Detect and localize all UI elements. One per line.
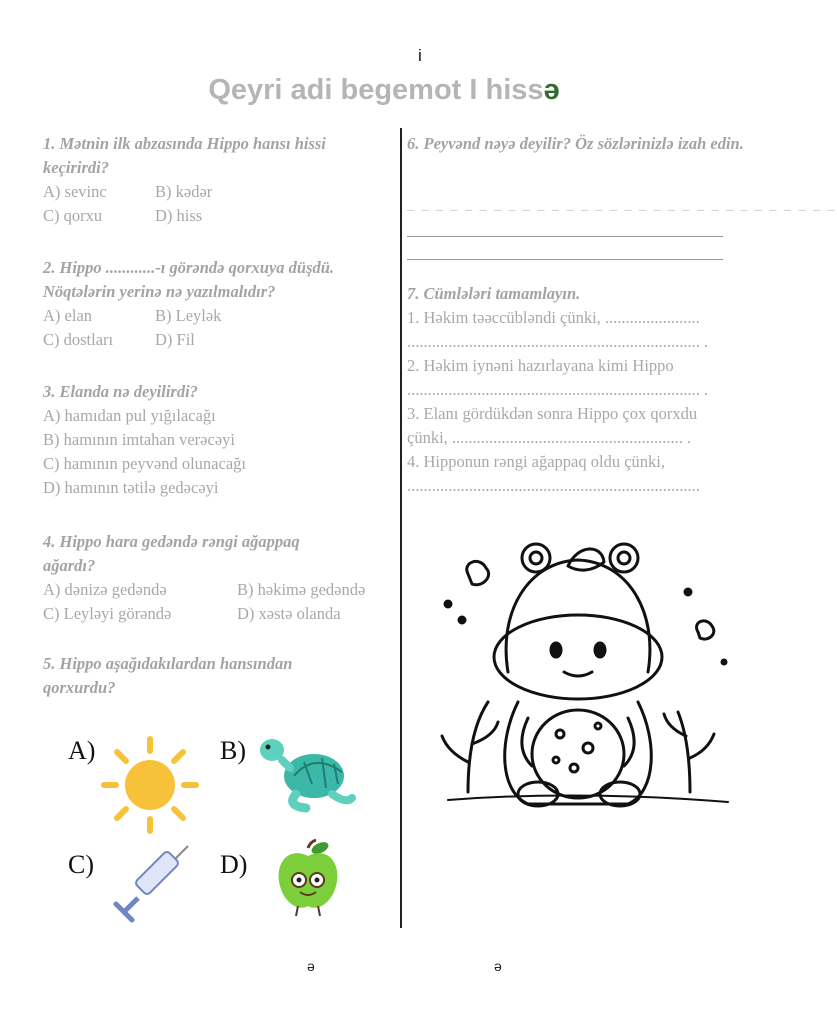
q4-option-d[interactable]: D) xəstə olanda [237,604,341,623]
question-2 [43,256,393,352]
q3-option-c[interactable]: C) hamının peyvənd olunacağı [43,454,246,473]
question-3 [43,380,393,500]
q7-line-8[interactable]: ....................................................................... [407,476,700,495]
q7-line-2[interactable]: ....................................................................... . [407,332,709,351]
q5-label-a[interactable]: A) [68,736,96,765]
apple-icon[interactable] [272,840,344,920]
q4-option-c[interactable]: C) Leyləyi görəndə [43,604,172,623]
question-5-text: 5. Hippo aşağıdakılardan hansından qorxurdu? [43,654,293,697]
q1-option-b[interactable]: B) kədər [155,182,213,201]
q4-option-b[interactable]: B) həkimə gedəndə [237,580,366,599]
q2-option-b[interactable]: B) Leylək [155,306,222,325]
question-6 [407,132,752,156]
q5-label-c[interactable]: C) [68,850,94,879]
footer-left-mark: ə [307,958,315,974]
top-mark: i [418,46,422,65]
q3-option-b[interactable]: B) hamının imtahan verəcəyi [43,430,235,449]
q5-label-b[interactable]: B) [220,736,246,765]
q7-line-1[interactable]: 1. Həkim təəccübləndi çünki, ....................... [407,308,700,327]
q3-option-a[interactable]: A) hamıdan pul yığılacağı [43,406,216,425]
q1-option-d[interactable]: D) hiss [155,206,203,225]
question-7-text: 7. Cümlələri tamamlayın. [407,284,581,303]
syringe-icon[interactable] [108,842,194,928]
q7-line-4[interactable]: ....................................................................... . [407,380,709,399]
question-7 [407,282,752,498]
q2-option-d[interactable]: D) Fil [155,330,195,349]
q4-option-a[interactable]: A) dənizə gedəndə [43,580,167,599]
question-5 [43,652,343,700]
q6-answer-line-1[interactable] [407,236,723,237]
q2-option-c[interactable]: C) dostları [43,330,114,349]
q3-option-d[interactable]: D) hamının tətilə gedəcəyi [43,478,219,497]
q6-dashed-answer-line[interactable]: _ _ _ _ _ _ _ _ _ _ _ _ _ _ _ _ _ _ _ _ _ _ _ _ _ _ _ _ _ _ [407,198,837,213]
q6-answer-line-2[interactable] [407,259,723,260]
question-1 [43,132,393,228]
q7-line-5[interactable]: 3. Elanı gördükdən sonra Hippo çox qorxdu [407,404,698,423]
q7-line-6[interactable]: çünki, ........................................................ . [407,428,692,447]
question-4-text: 4. Hippo hara gedəndə rəngi ağappaq ağardı? [43,532,300,575]
q5-label-d[interactable]: D) [220,850,248,879]
q7-line-3[interactable]: 2. Həkim iynəni hazırlayana kimi Hippo [407,356,674,375]
sun-icon[interactable] [100,735,200,835]
question-3-text: 3. Elanda nə deyilirdi? [43,382,198,401]
q2-option-a[interactable]: A) elan [43,306,93,325]
footer-right-mark: ə [494,958,502,974]
question-2-text: 2. Hippo ............-ı görəndə qorxuya düşdü. Nöqtələrin yerinə nə yazılmalıdır? [43,258,335,301]
q1-option-c[interactable]: C) qorxu [43,206,103,225]
column-divider [400,128,402,928]
hippo-illustration [428,522,738,832]
turtle-icon[interactable] [256,732,360,816]
page-title [0,74,768,107]
title-last-letter: ə [543,74,560,106]
q1-option-a[interactable]: A) sevinc [43,182,107,201]
question-6-text: 6. Peyvənd nəyə deyilir? Öz sözlərinizlə izah edin. [407,134,744,153]
q7-line-7[interactable]: 4. Hipponun rəngi ağappaq oldu çünki, [407,452,665,471]
title-main: Qeyri adi begemot I hiss [208,74,544,106]
question-1-text: 1. Mətnin ilk abzasında Hippo hansı hissi keçirirdi? [43,134,326,177]
question-4 [43,530,393,626]
